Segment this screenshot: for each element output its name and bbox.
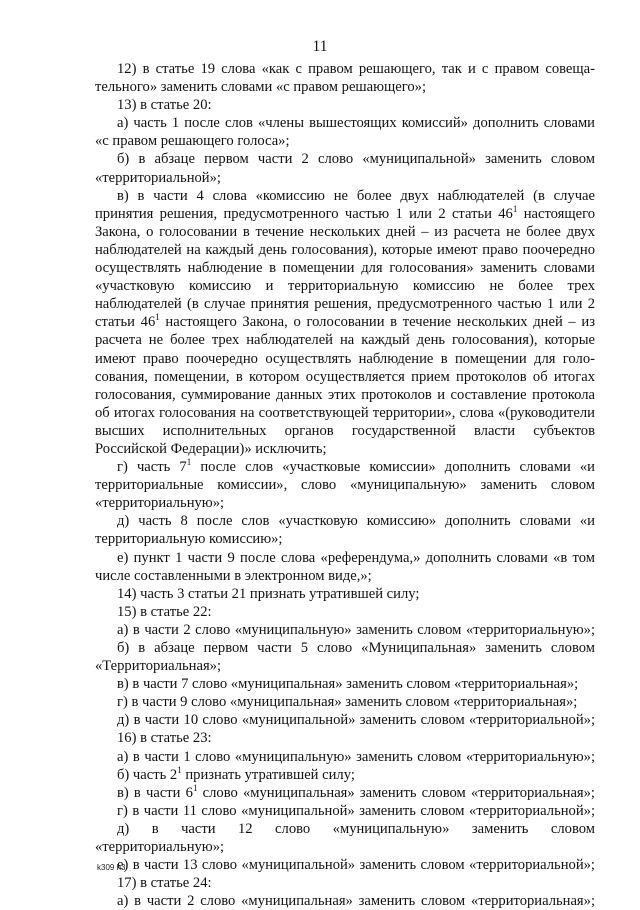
paragraph-13: 13) в статье 20: (117, 97, 212, 114)
paragraph-12: 12) в статье 19 слова «как с правом решающего, так и с правом совещательного» заменить словами «с правом решающего»; (95, 61, 595, 96)
paragraph-16-v: в) в части $6^1$ слово «муниципальная» заменить словом «территориальная»; (117, 782, 595, 801)
paragraph-15: 15) в статье 22: (117, 603, 212, 620)
document-code: k309 h3 (97, 863, 126, 872)
paragraph-15-g: г) в части 9 слово «муниципальная» заменить словом «территориальная»; (117, 694, 578, 711)
paragraph-16-b: б) часть $2^1$ признать утратившей силу; (117, 764, 355, 783)
paragraph-15-a: а) в части 2 слово «муниципальную» заменить словом «территориальную»; (117, 621, 595, 638)
paragraph-15-b: б) в абзаце первом части 5 слово «Муниципальная» заменить словом «Территориальная»; (95, 640, 595, 675)
paragraph-17-a: а) в части 2 слово «муниципальная» заменить словом «территориальная»; (117, 893, 595, 910)
paragraph-13-a: а) часть 1 после слов «члены вышестоящих комиссий» дополнить словами «с правом решающего голоса»; (95, 115, 595, 150)
paragraph-14: 14) часть 3 статьи 21 признать утратившей силу; (117, 585, 420, 602)
paragraph-16-g: г) в части 11 слово «муниципальной» заменить словом «территориальной»; (117, 802, 595, 819)
paragraph-13-d: д) часть 8 после слов «участковую комиссию» дополнить словами «и территориальную комиссию»; (95, 513, 595, 548)
page-number: 11 (312, 38, 328, 55)
paragraph-13-b: б) в абзаце первом части 2 слово «муниципальной» заменить словом «территориальной»; (95, 151, 595, 186)
paragraph-16: 16) в статье 23: (117, 730, 212, 747)
paragraph-16-a: а) в части 1 слово «муниципальную» заменить словом «территориальную»; (117, 748, 595, 765)
paragraph-13-e: е) пункт 1 части 9 после слова «референдума,» дополнить словами «в том числе составленными в электронном виде,»; (95, 549, 595, 584)
paragraph-15-d: д) в части 10 слово «муниципальной» заменить словом «территориальной»; (117, 712, 595, 729)
amendment-text (95, 60, 595, 910)
paragraph-13-v: в) в части 4 слова «комиссию не более двух наблюдателей (в случае принятия решения, предусмотренного частью 1 или 2 статьи $46^1$ настоящего Закона, о голосовании в течение нескольких дней – из расчета не более двух наблюдателей на каждый день голосования), которые имеют право поoчередно осуществлять наблюдение в помещении для голосования» заменить словами «участковую комиссию и территориальную комиссию не более трех наблюдателей (в случае принятия решения, предусмотренного частью 1 или 2 статьи $46^1$ настоящего Закона, о голосовании в течение нескольких дней – из расчета не более трех наблюдателей на каждый день голосования), которые имеют право поочередно осуществлять наблюдение в помещении для голосования, помещении, в котором осуществляется прием протоколов об итогах голосования, суммирование данных этих протоколов и составление протокола об итогах голосования на соответствующей территории», слова «(руководители высших исполнительных органов государственной власти субъектов Российской Федерации)» исключить; (95, 187, 596, 457)
paragraph-17: 17) в статье 24: (117, 875, 212, 892)
paragraph-15-v: в) в части 7 слово «муниципальная» заменить словом «территориальная»; (117, 676, 579, 693)
paragraph-16-d: д) в части 12 слово «муниципальную» заменить словом «территориальную»; (95, 820, 595, 856)
paragraph-16-e: е) в части 13 слово «муниципальной» заменить словом «территориальной»; (117, 857, 595, 874)
paragraph-13-g: г) часть $7^1$ после слов «участковые комиссии» дополнить словами «и территориальные комиссии», слово «муниципальную» заменить словом «территориальную»; (95, 457, 595, 512)
